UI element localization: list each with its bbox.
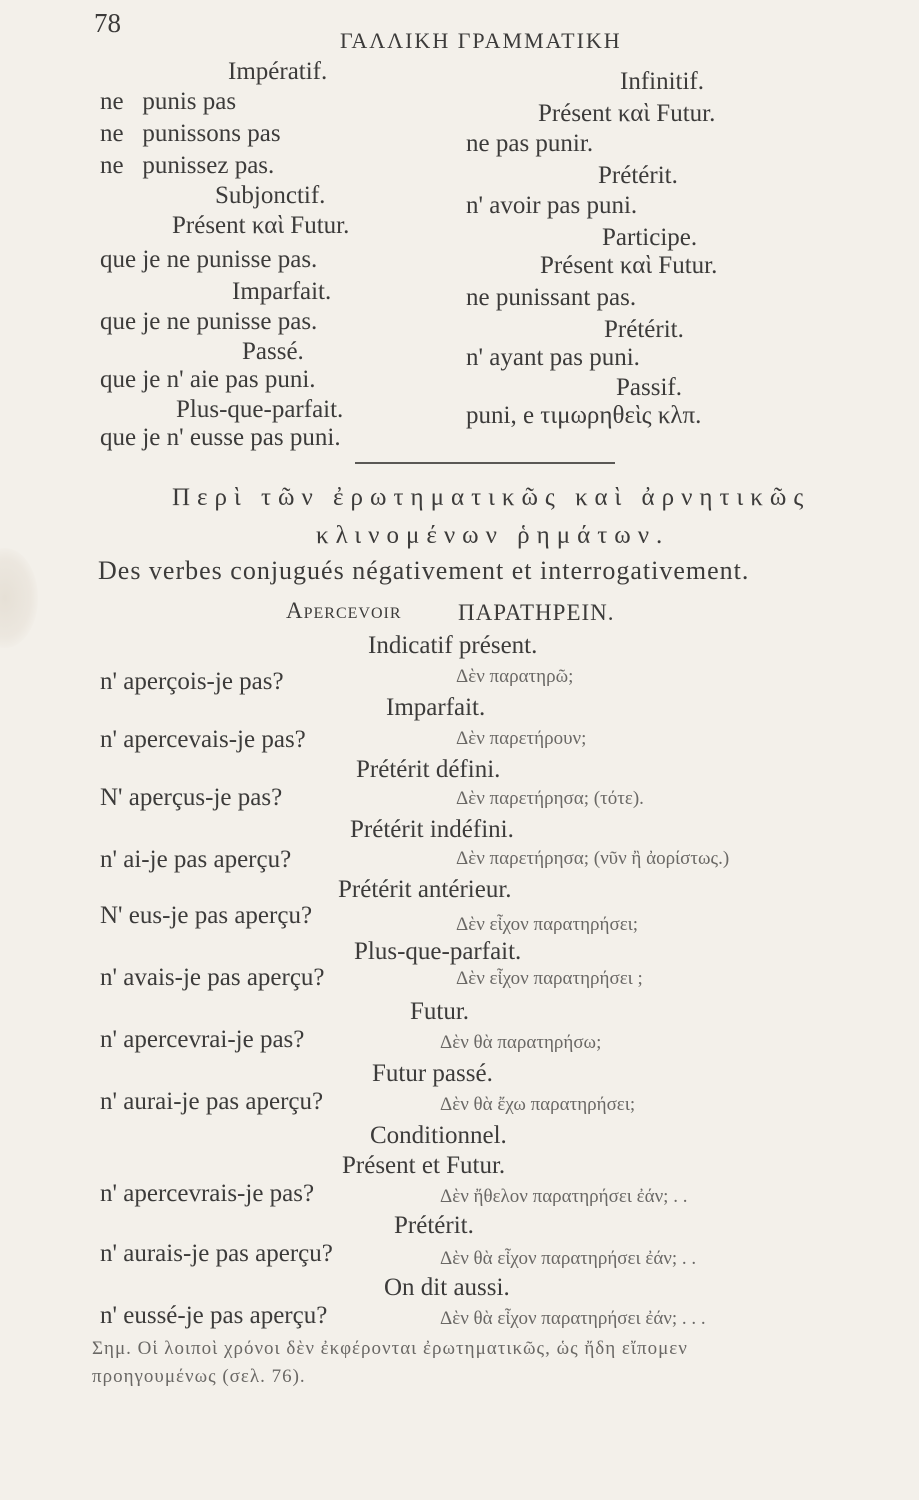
french-form: n' eussé-je pas aperçu? [100, 1302, 328, 1329]
greek-form: Δὲν παρετήρουν; [456, 728, 587, 749]
heading-passif: Passif. [616, 374, 682, 401]
tense-heading: Prétérit défini. [356, 756, 501, 783]
participe-present: ne punissant pas. [466, 284, 637, 311]
verb-heading-french: Apercevoir [286, 598, 402, 623]
greek-form: Δὲν παρατηρῶ; [456, 666, 574, 687]
french-form: n' ai-je pas aperçu? [100, 846, 292, 873]
tense-heading: Futur. [410, 998, 470, 1025]
greek-form: Δὲν εἶχον παρατηρήσει; [456, 914, 639, 935]
greek-form: Δὲν θὰ εἶχον παρατηρήσει ἐάν; . . [440, 1248, 697, 1269]
subjonctif-imparfait: que je ne punisse pas. [100, 308, 318, 335]
subjonctif-passe: que je n' aie pas puni. [100, 366, 316, 393]
heading-participe: Participe. [602, 224, 698, 251]
section-title-greek-2: κλινομένων ῥημάτων. [316, 522, 670, 549]
heading-participe-present: Présent καὶ Futur. [540, 252, 718, 279]
french-form: n' apercevrai-je pas? [100, 1026, 305, 1053]
heading-imparfait: Imparfait. [232, 278, 332, 305]
heading-imperatif: Impératif. [228, 58, 328, 85]
section-divider [355, 462, 615, 464]
french-form: n' aurais-je pas aperçu? [100, 1240, 333, 1267]
participe-preterit: n' ayant pas puni. [466, 344, 640, 371]
greek-form: Δὲν θὰ εἶχον παρατηρήσει ἐάν; . . . [440, 1308, 706, 1329]
tense-heading: Prétérit. [394, 1212, 474, 1239]
infinitif-present: ne pas punir. [466, 130, 594, 157]
footnote-line-1: Σημ. Οἱ λοιποὶ χρόνοι δὲν ἐκφέρονται ἐρωτηματικῶς, ὡς ἤδη εἴπομεν [92, 1338, 688, 1359]
heading-indicatif-present: Indicatif présent. [368, 632, 538, 659]
heading-plus-que-parfait: Plus-que-parfait. [176, 396, 344, 423]
page-stain [0, 548, 38, 648]
tense-heading: Présent et Futur. [342, 1152, 506, 1179]
imperatif-line: ne punissons pas [100, 120, 281, 147]
heading-passe: Passé. [242, 338, 304, 365]
infinitif-preterit: n' avoir pas puni. [466, 192, 638, 219]
tense-heading: Plus-que-parfait. [354, 938, 522, 965]
greek-form: Δὲν παρετήρησα; (τότε). [456, 788, 644, 809]
footnote-line-2: προηγουμένως (σελ. 76). [92, 1366, 306, 1387]
running-head: ΓΑΛΛΙΚΗ ΓΡΑΜΜΑΤΙΚΗ [340, 28, 622, 53]
imperatif-line: ne punis pas [100, 88, 237, 115]
heading-participe-preterit: Prétérit. [604, 316, 684, 343]
passif: puni, e τιμωρηθεὶς κλπ. [466, 402, 702, 429]
subjonctif-present: que je ne punisse pas. [100, 246, 318, 273]
french-form: N' eus-je pas aperçu? [100, 902, 313, 929]
tense-heading: Prétérit antérieur. [338, 876, 512, 903]
french-form: n' apercevais-je pas? [100, 726, 306, 753]
french-form: n' apercevrais-je pas? [100, 1180, 315, 1207]
tense-heading: On dit aussi. [384, 1274, 510, 1301]
greek-form: Δὲν παρετήρησα; (νῦν ἢ ἀορίστως.) [456, 848, 730, 869]
heading-present: Présent καὶ Futur. [172, 212, 350, 239]
greek-form: Δὲν ἤθελον παρατηρήσει ἐάν; . . [440, 1186, 688, 1207]
french-form: n' avais-je pas aperçu? [100, 964, 325, 991]
french-form: n' aurai-je pas aperçu? [100, 1088, 324, 1115]
heading-infinitif: Infinitif. [620, 68, 705, 95]
heading-subjonctif: Subjonctif. [215, 182, 326, 209]
tense-heading: Imparfait. [386, 694, 486, 721]
heading-infinitif-preterit: Prétérit. [598, 162, 678, 189]
heading-infinitif-present: Présent καὶ Futur. [538, 100, 716, 127]
page-number: 78 [94, 8, 121, 38]
greek-form: Δὲν θὰ ἔχω παρατηρήσει; [440, 1094, 636, 1115]
tense-heading: Prétérit indéfini. [350, 816, 514, 843]
subjonctif-plus-que-parfait: que je n' eusse pas puni. [100, 424, 341, 451]
section-title-french: Des verbes conjugués négativement et interrogativement. [98, 556, 750, 585]
greek-form: Δὲν εἶχον παρατηρήσει ; [456, 968, 643, 989]
verb-heading-greek: ΠΑΡΑΤΗΡΕΙΝ. [458, 600, 615, 625]
french-form: N' aperçus-je pas? [100, 784, 283, 811]
section-title-greek: Περὶ τῶν ἐρωτηματικῶς καὶ ἀρνητικῶς [172, 484, 811, 511]
imperatif-line: ne punissez pas. [100, 152, 275, 179]
greek-form: Δὲν θὰ παρατηρήσω; [440, 1032, 602, 1053]
tense-heading: Futur passé. [372, 1060, 493, 1087]
tense-heading: Conditionnel. [370, 1122, 507, 1149]
french-form: n' aperçois-je pas? [100, 668, 284, 695]
